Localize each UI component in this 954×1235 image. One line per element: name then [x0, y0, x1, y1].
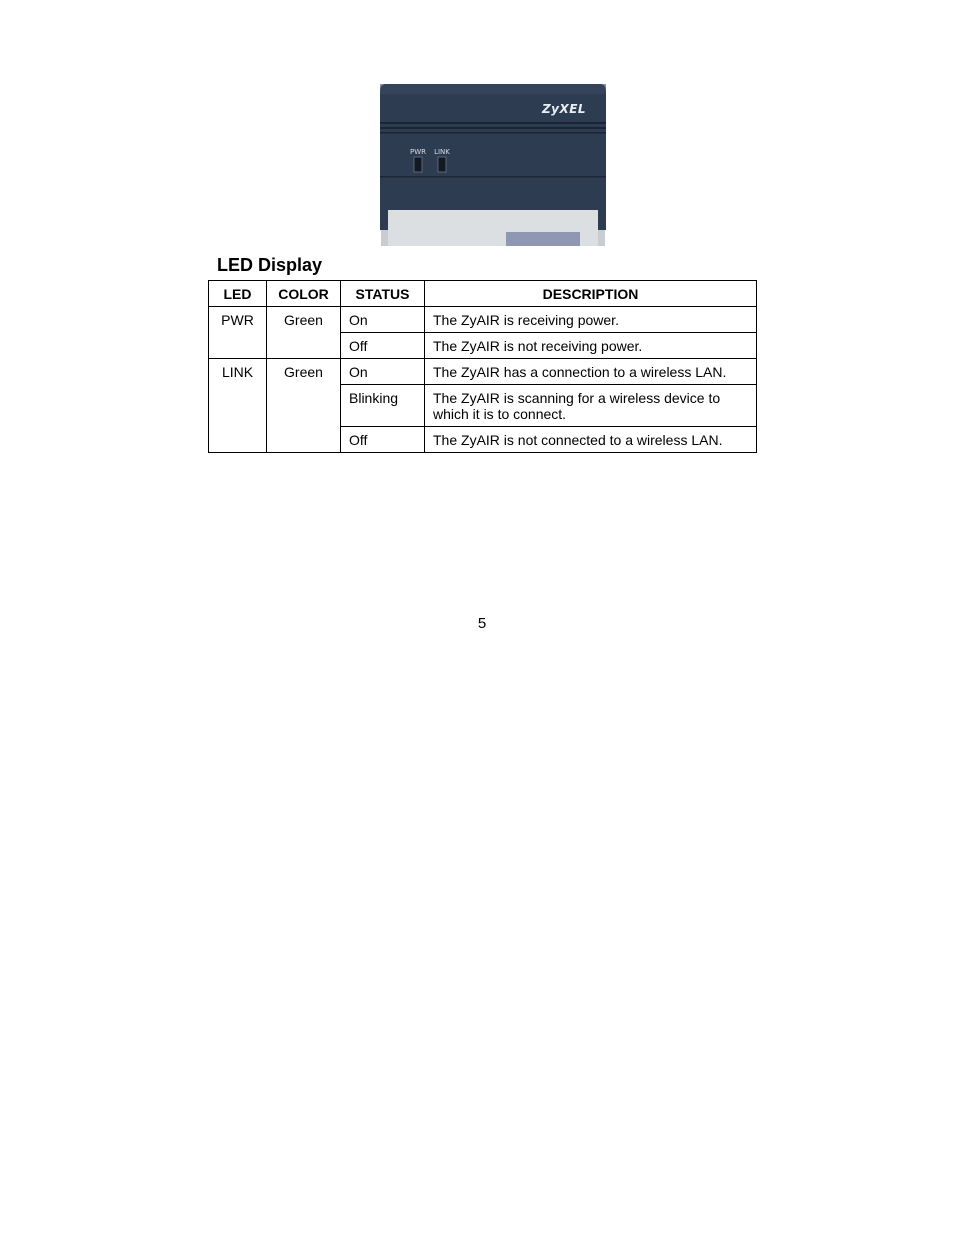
description-cell: The ZyAIR has a connection to a wireless LAN.: [425, 359, 757, 385]
link-led-indicator: [438, 157, 446, 172]
description-cell: The ZyAIR is not receiving power.: [425, 333, 757, 359]
header-color: COLOR: [267, 281, 341, 307]
description-cell: The ZyAIR is scanning for a wireless device to which it is to connect.: [425, 385, 757, 427]
groove-line: [380, 132, 606, 134]
brand-logo: ZyXEL: [541, 102, 587, 116]
groove-line: [380, 122, 606, 124]
section-title: LED Display: [217, 255, 323, 275]
description-cell: The ZyAIR is not connected to a wireless LAN.: [425, 427, 757, 453]
header-description: DESCRIPTION: [425, 281, 757, 307]
housing-highlight: [380, 84, 606, 94]
pwr-led-indicator: [414, 157, 422, 172]
led-color-cell: Green: [267, 359, 341, 453]
table-header-row: [209, 281, 757, 307]
header-led: LED: [209, 281, 267, 307]
status-cell: Off: [341, 333, 425, 359]
led-color-cell: Green: [267, 307, 341, 359]
led-display-table: [208, 280, 757, 453]
card-label-sticker: [506, 232, 580, 246]
table-row: [209, 307, 757, 333]
led-name-cell: PWR: [209, 307, 267, 359]
description-cell: The ZyAIR is receiving power.: [425, 307, 757, 333]
table-row: [209, 359, 757, 385]
led-name-cell: LINK: [209, 359, 267, 453]
zyair-card-illustration: [378, 84, 608, 246]
status-cell: On: [341, 307, 425, 333]
pwr-led-label: PWR: [409, 148, 427, 156]
groove-line: [380, 176, 606, 178]
page-number: 5: [477, 615, 487, 632]
header-status: STATUS: [341, 281, 425, 307]
device-photo: [378, 84, 608, 246]
status-cell: Off: [341, 427, 425, 453]
groove-line: [380, 127, 606, 129]
status-cell: On: [341, 359, 425, 385]
link-led-label: LINK: [434, 148, 450, 156]
status-cell: Blinking: [341, 385, 425, 427]
